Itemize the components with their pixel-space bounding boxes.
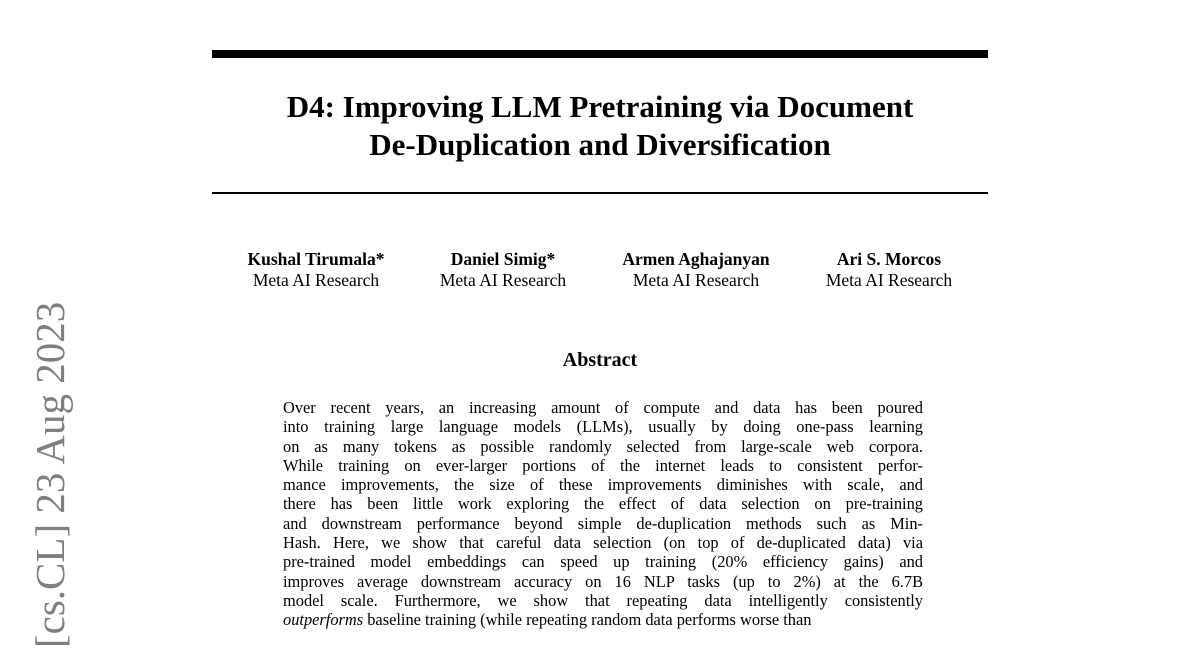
paper-title-line: D4: Improving LLM Pretraining via Document	[286, 89, 914, 124]
abstract-line: mance improvements, the size of these improvements diminishes with scale, and	[283, 475, 923, 495]
abstract-line: Over recent years, an increasing amount of compute and data has been poured	[283, 398, 923, 417]
abstract-line: into training large language models (LLMs), usually by doing one-pass learning	[283, 417, 923, 437]
author-block	[440, 249, 566, 291]
abstract-line: improves average downstream accuracy on 16 NLP tasks (up to 2%) at the 6.7B	[283, 571, 923, 591]
abstract-line-rest: baseline training (while repeating random data performs worse than	[363, 610, 812, 630]
author-affiliation: Meta AI Research	[632, 270, 760, 290]
author-affiliation: Meta AI Research	[439, 270, 567, 290]
paper-title-line: De-Duplication and Diversification	[369, 127, 831, 162]
title-top-rule	[212, 50, 988, 58]
author-name: Kushal Tirumala*	[247, 249, 385, 269]
author-block	[622, 249, 769, 291]
abstract-line	[283, 610, 923, 629]
abstract-emphasis: outperforms	[283, 610, 364, 630]
title-bottom-rule	[212, 192, 988, 194]
abstract-line: and downstream performance beyond simple de-duplication methods such as Min-	[283, 513, 923, 533]
author-name: Daniel Simig*	[450, 249, 556, 269]
author-name: Ari S. Morcos	[836, 249, 942, 269]
abstract-line: While training on ever-larger portions of the internet leads to consistent perfor-	[283, 455, 923, 475]
author-block	[248, 249, 385, 291]
abstract-heading: Abstract	[562, 349, 638, 371]
paper-title	[212, 88, 988, 164]
abstract-line: there has been little work exploring the effect of data selection on pre-training	[283, 494, 923, 514]
author-affiliation: Meta AI Research	[252, 270, 380, 290]
author-block	[826, 249, 952, 291]
abstract-line: on as many tokens as possible randomly selected from large-scale web corpora.	[283, 436, 923, 456]
author-name: Armen Aghajanyan	[622, 249, 770, 269]
author-affiliation: Meta AI Research	[825, 270, 953, 290]
abstract-line: model scale. Furthermore, we show that repeating data intelligently consistently	[283, 590, 923, 610]
abstract-line: pre-trained model embeddings can speed up training (20% efficiency gains) and	[283, 552, 923, 572]
abstract-line: Hash. Here, we show that careful data selection (on top of de-duplicated data) via	[283, 533, 923, 553]
abstract-body	[283, 398, 923, 630]
arxiv-side-stamp: [cs.CL] 23 Aug 2023	[27, 301, 73, 648]
